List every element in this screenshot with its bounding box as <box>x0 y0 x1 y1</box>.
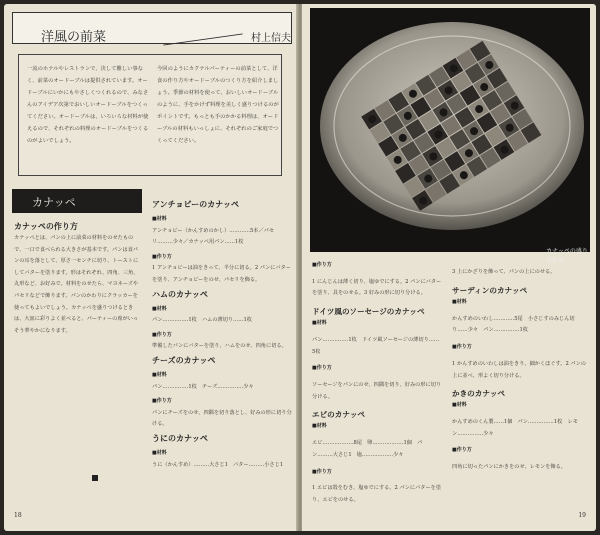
method-label: ■作り方 <box>452 344 472 351</box>
method-label: ■作り方 <box>152 398 172 405</box>
method-label: ■作り方 <box>312 262 332 268</box>
method-text: 3 上にかざりを飾って、パンの上にのせる。 <box>452 269 556 276</box>
ingredients-text: かんすめのいわし…………5尾 小さじすのみじん切り……少々 パン……………1枚 <box>452 315 575 334</box>
page-number-right: 19 <box>578 512 586 519</box>
method-text: ソーセージをパンにのせ、四隅を切り、好みの形に切り分ける。 <box>312 382 442 400</box>
method-label: ■作り方 <box>312 365 332 372</box>
left-column-1 <box>14 219 142 337</box>
section-label: カナッペ <box>32 196 76 209</box>
section-heading <box>12 189 142 213</box>
ingredients-text: アンチョビー（かんすめのかし）…………5本／パセリ………少々／カナッペ用パン……1枚 <box>152 227 275 246</box>
left-page <box>4 4 298 531</box>
method-text: 1 エビは殻をむき、塩ゆでにする。2 パンにバターを塗り、エビをのせる。 <box>312 485 442 503</box>
method-text: 1 かんすめのいわしは油をきり、細かくほぐす。2 パンの上に並べ、形よく切り分ける。 <box>452 360 586 379</box>
photo-caption: カナッペの盛り合わせ <box>546 248 588 264</box>
ingredients-label: ■材料 <box>452 298 467 305</box>
method-label: ■作り方 <box>152 331 172 338</box>
recipe-heading: ドイツ風のソーセージのカナッペ <box>312 307 425 317</box>
title-underline <box>163 33 242 45</box>
square-bullet <box>92 475 98 481</box>
method-text: パンにチーズをのせ、四隅を切り落とし、好みの形に切り分ける。 <box>152 409 292 428</box>
recipe-heading: カナッペの作り方 <box>14 221 78 231</box>
right-column-2 <box>452 262 588 479</box>
intro-column-1: 一流のホテルやレストランで、決して難しい事なく、前菜のオードーブルは提供されています。オードーブルにいかにもやさしくつくれるので、みなさんのアイデア次第でおいしいオードーブルをつくってください。オードーブルは、いろいろな材料が使えるので、それぞれの料理のオードーブルをつくるのがよいでしょう。 <box>27 66 149 144</box>
recipe-body: カナッペとは、パンの上に前菜の材料をのせたもので、一口で食べられる大きさが基本です。パンは食パンの耳を落として、厚さ一センチに切り、トーストにしてバターを塗ります。形はそれぞれ、四角、三角、丸形など、お好みで。材料をのせたら、マヨネーズやパセリなどで飾ります。パンのかわりにクラッカーを使ってもよいでしょう。カナッペを盛りつけるときは、大皿に彩りよく並べると、パーティーの席がいっそう華やかになります。 <box>14 235 139 334</box>
page-title: 洋風の前菜 <box>41 30 107 45</box>
recipe-heading: うにのカナッペ <box>152 432 208 443</box>
ingredients-label: ■材料 <box>452 402 467 409</box>
right-column-1 <box>312 260 442 512</box>
recipe-heading: サーディンのカナッペ <box>452 285 528 295</box>
left-column-2 <box>152 197 292 471</box>
recipe-heading: ハムのカナッペ <box>152 288 208 299</box>
recipe-heading: チーズのカナッペ <box>152 354 216 365</box>
ingredients-text: パン……………1枚 ハムの薄切り……1枚 <box>152 317 252 324</box>
ingredients-label: ■材料 <box>312 423 327 430</box>
method-text: 四角に切ったパンにかきをのせ、レモンを飾る。 <box>452 464 566 471</box>
method-label: ■作り方 <box>312 468 332 475</box>
canape-platter-image <box>310 8 590 252</box>
ingredients-text: パン……………1枚 ドイツ風ソーセージの薄切り……5枚 <box>312 336 440 355</box>
ingredients-label: ■材料 <box>152 305 167 312</box>
right-page <box>302 4 596 531</box>
method-text: 準備したパンにバターを塗り、ハムをのせ、四角に切る。 <box>152 343 287 350</box>
ingredients-label: ■材料 <box>152 449 167 456</box>
method-text: 1 アンチョビーは油をきって、半分に切る。2 パンにバターを塗り、アンチョビーをのせ、パセリを飾る。 <box>152 265 291 283</box>
title-box <box>12 12 292 44</box>
intro-column-2: 今回のようにカクテルパーティーの前菜として、洋食の作り方やオードーブルのつくり方を紹介しましょう。季節の材料を使って、おいしいオードーブルのように、手をかけず料理を美しく盛りつけるのがポイントです。もっとも手のかかる料理は、オードーブルの材料もいっしょに、それぞれのご家庭でつくってください。 <box>157 66 279 144</box>
ingredients-label: ■材料 <box>152 371 167 378</box>
page-number-left: 18 <box>14 512 22 519</box>
method-label: ■作り方 <box>452 447 472 454</box>
ingredients-label: ■材料 <box>312 320 327 327</box>
ingredients-label: ■材料 <box>152 216 167 222</box>
food-photo <box>310 8 590 264</box>
ingredients-text: エビ………………8尾 卵………………1個 パン………大さじ1 塩………………少々 <box>312 440 423 458</box>
intro-box <box>18 54 282 176</box>
ingredients-text: うに（かんすめ）………大さじ1 バター………小さじ1 <box>152 461 284 468</box>
ingredients-text: かんすめのくん製……1個 パン……………1枚 レモン……………少々 <box>452 419 578 437</box>
ingredients-text: パン……………1枚 チーズ……………少々 <box>152 383 254 390</box>
method-label: ■作り方 <box>152 253 172 260</box>
recipe-heading: アンチョビーのカナッペ <box>152 199 239 209</box>
method-text: 1 にんじんは薄く切り、塩ゆでにする。2 パンにバターを塗り、具をのせる。3 好みの形に切り分ける。 <box>312 278 442 297</box>
recipe-heading: エビのカナッペ <box>312 410 366 420</box>
recipe-heading: かきのカナッペ <box>452 389 506 399</box>
author-name: 村上信夫 <box>251 33 291 44</box>
